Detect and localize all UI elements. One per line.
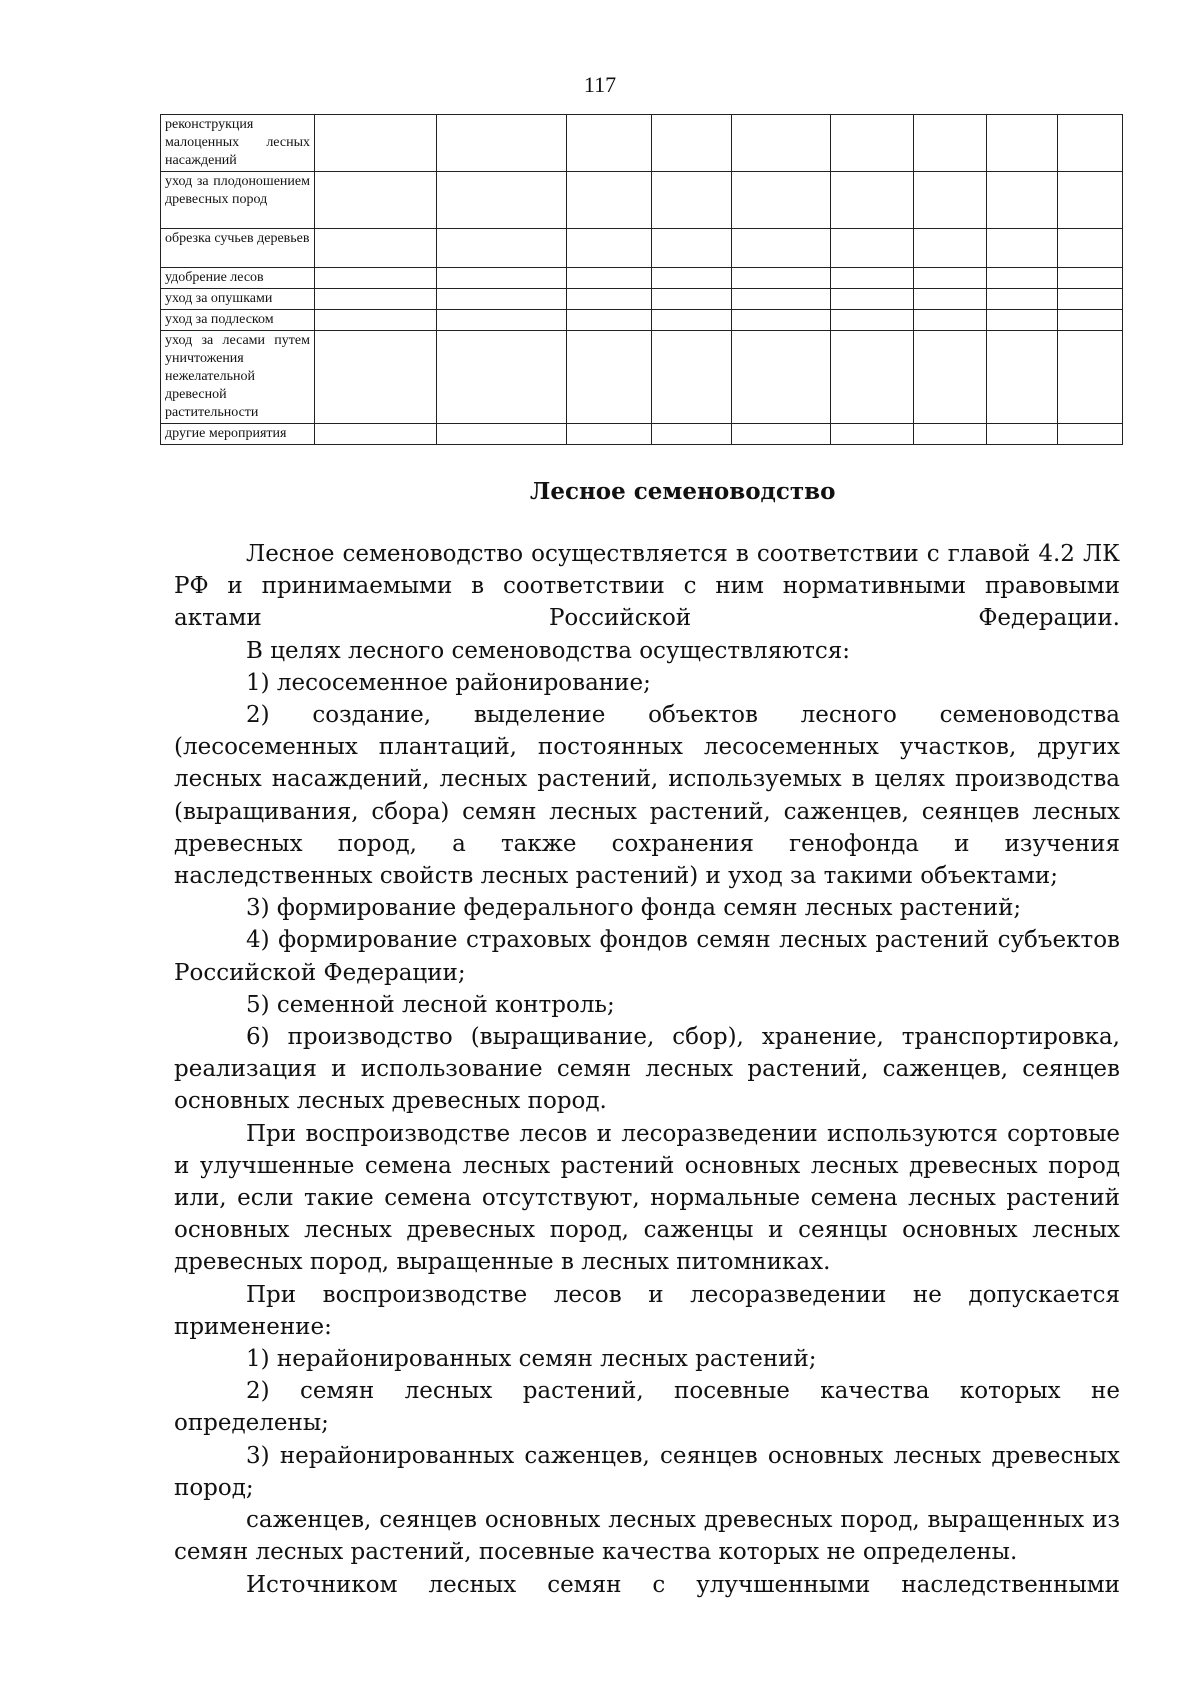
table-cell-empty (987, 115, 1058, 172)
table-cell-empty (315, 331, 437, 424)
table-cell-empty (831, 331, 914, 424)
table-cell-empty (652, 229, 732, 268)
table-body (161, 115, 1123, 445)
list-item: 5) семенной лесной контроль; (246, 991, 615, 1018)
table-cell-empty (567, 229, 652, 268)
list-item: 6) производство (выращивание, сбор), хранение, транспортировка, реализация и использование семян лесных растений, саженцев, сеянцев основных лесных древесных пород. (174, 1024, 1120, 1115)
table-cell-empty (831, 310, 914, 331)
table-cell-empty (732, 268, 831, 289)
table-cell-empty (652, 424, 732, 445)
table-cell-empty (437, 172, 567, 229)
table-cell-empty (987, 331, 1058, 424)
table-cell-empty (437, 268, 567, 289)
table-row (161, 229, 1123, 268)
table-cell-empty (732, 424, 831, 445)
table-row-label: удобрение лесов (161, 268, 315, 289)
list-item: 1) нерайонированных семян лесных растений; (246, 1346, 817, 1373)
table-cell-empty (732, 289, 831, 310)
table-cell-empty (1058, 172, 1123, 229)
table-cell-empty (732, 229, 831, 268)
table-row (161, 424, 1123, 445)
table-cell-empty (567, 424, 652, 445)
table-row-label: другие мероприятия (161, 424, 315, 445)
table-cell-empty (831, 172, 914, 229)
table-cell-empty (1058, 424, 1123, 445)
table-cell-empty (1058, 331, 1123, 424)
list-item: 1) лесосеменное районирование; (246, 669, 651, 696)
table-cell-empty (1058, 289, 1123, 310)
table-row (161, 172, 1123, 229)
table-cell-empty (652, 310, 732, 331)
table-row (161, 310, 1123, 331)
table-cell-empty (315, 424, 437, 445)
table-cell-empty (315, 310, 437, 331)
table-cell-empty (987, 424, 1058, 445)
table-row-label: реконструкция малоценных лесных насаждений (161, 115, 315, 172)
table-cell-empty (831, 229, 914, 268)
table-cell-empty (652, 268, 732, 289)
table-cell-empty (437, 115, 567, 172)
table-cell-empty (987, 172, 1058, 229)
table-row-label: обрезка сучьев деревьев (161, 229, 315, 268)
table-cell-empty (914, 229, 987, 268)
table-cell-empty (987, 310, 1058, 331)
table-cell-empty (437, 229, 567, 268)
table-cell-empty (567, 310, 652, 331)
table-row (161, 331, 1123, 424)
list-item: 2) семян лесных растений, посевные качества которых не определены; (174, 1378, 1120, 1437)
table-cell-empty (987, 268, 1058, 289)
table-cell-empty (315, 115, 437, 172)
table-row-label: уход за подлеском (161, 310, 315, 331)
list-item: саженцев, сеянцев основных лесных древесных пород, выращенных из семян лесных растений, посевные качества которых не определены. (174, 1507, 1120, 1566)
table-cell-empty (1058, 310, 1123, 331)
table-cell-empty (914, 268, 987, 289)
table-cell-empty (567, 115, 652, 172)
table-cell-empty (1058, 268, 1123, 289)
table-cell-empty (315, 229, 437, 268)
table-cell-empty (914, 331, 987, 424)
table-cell-empty (567, 331, 652, 424)
table-cell-empty (831, 424, 914, 445)
table-cell-empty (831, 268, 914, 289)
table-cell-empty (987, 289, 1058, 310)
table-cell-empty (831, 289, 914, 310)
body-text (174, 538, 1120, 1601)
table-cell-empty (315, 268, 437, 289)
list-item: 2) создание, выделение объектов лесного семеноводства (лесосеменных плантаций, постоянных лесосеменных участков, других лесных насаждений, лесных растений, используемых в целях производства (выращивания, сбора) семян лесных растений, саженцев, сеянцев лесных древесных пород, а также сохранения генофонда и изучения наследственных свойств лесных растений) и уход за такими объектами; (174, 702, 1120, 890)
table-cell-empty (1058, 115, 1123, 172)
paragraph: При воспроизводстве лесов и лесоразведении используются сортовые и улучшенные семена лесных растений основных лесных древесных пород или, если такие семена отсутствуют, нормальные семена лесных растений основных лесных древесных пород, саженцы и сеянцы основных лесных древесных пород, выращенные в лесных питомниках. (174, 1120, 1120, 1276)
paragraph: Источником лесных семян с улучшенными наследственными (246, 1571, 1120, 1598)
table-cell-empty (732, 115, 831, 172)
list-item: 4) формирование страховых фондов семян лесных растений субъектов Российской Федерации; (174, 927, 1120, 986)
table-cell-empty (732, 331, 831, 424)
table-cell-empty (315, 289, 437, 310)
table-row (161, 115, 1123, 172)
table-cell-empty (652, 289, 732, 310)
paragraph: При воспроизводстве лесов и лесоразведении не допускается применение: (174, 1281, 1120, 1340)
table-cell-empty (652, 172, 732, 229)
table-cell-empty (567, 289, 652, 310)
table-row-label: уход за опушками (161, 289, 315, 310)
table-cell-empty (987, 229, 1058, 268)
paragraph: Лесное семеноводство осуществляется в соответствии с главой 4.2 ЛК РФ и принимаемыми в соответствии с ним нормативными правовыми актами Российской Федерации. (174, 541, 1120, 632)
table-row-label: уход за лесами путем уничтожения нежелательной древесной растительности (161, 331, 315, 424)
table-cell-empty (914, 310, 987, 331)
table-cell-empty (652, 115, 732, 172)
table-row (161, 268, 1123, 289)
table-cell-empty (914, 289, 987, 310)
table-cell-empty (1058, 229, 1123, 268)
activities-table (160, 114, 1123, 445)
list-item: 3) формирование федерального фонда семян лесных растений; (246, 895, 1022, 922)
table-cell-empty (437, 331, 567, 424)
table-cell-empty (315, 172, 437, 229)
table-cell-empty (914, 172, 987, 229)
table-cell-empty (914, 424, 987, 445)
table-cell-empty (914, 115, 987, 172)
table-cell-empty (652, 331, 732, 424)
table-cell-empty (437, 289, 567, 310)
table-cell-empty (732, 172, 831, 229)
page-number: 117 (583, 72, 617, 97)
table-cell-empty (567, 268, 652, 289)
table-cell-empty (437, 424, 567, 445)
section-title: Лесное семеноводство (530, 478, 836, 505)
table-cell-empty (567, 172, 652, 229)
table-cell-empty (831, 115, 914, 172)
table-cell-empty (437, 310, 567, 331)
paragraph: В целях лесного семеноводства осуществляются: (246, 637, 851, 664)
table-row-label: уход за плодоношением древесных пород (161, 172, 315, 229)
table-cell-empty (732, 310, 831, 331)
table-row (161, 289, 1123, 310)
list-item: 3) нерайонированных саженцев, сеянцев основных лесных древесных пород; (174, 1442, 1120, 1501)
